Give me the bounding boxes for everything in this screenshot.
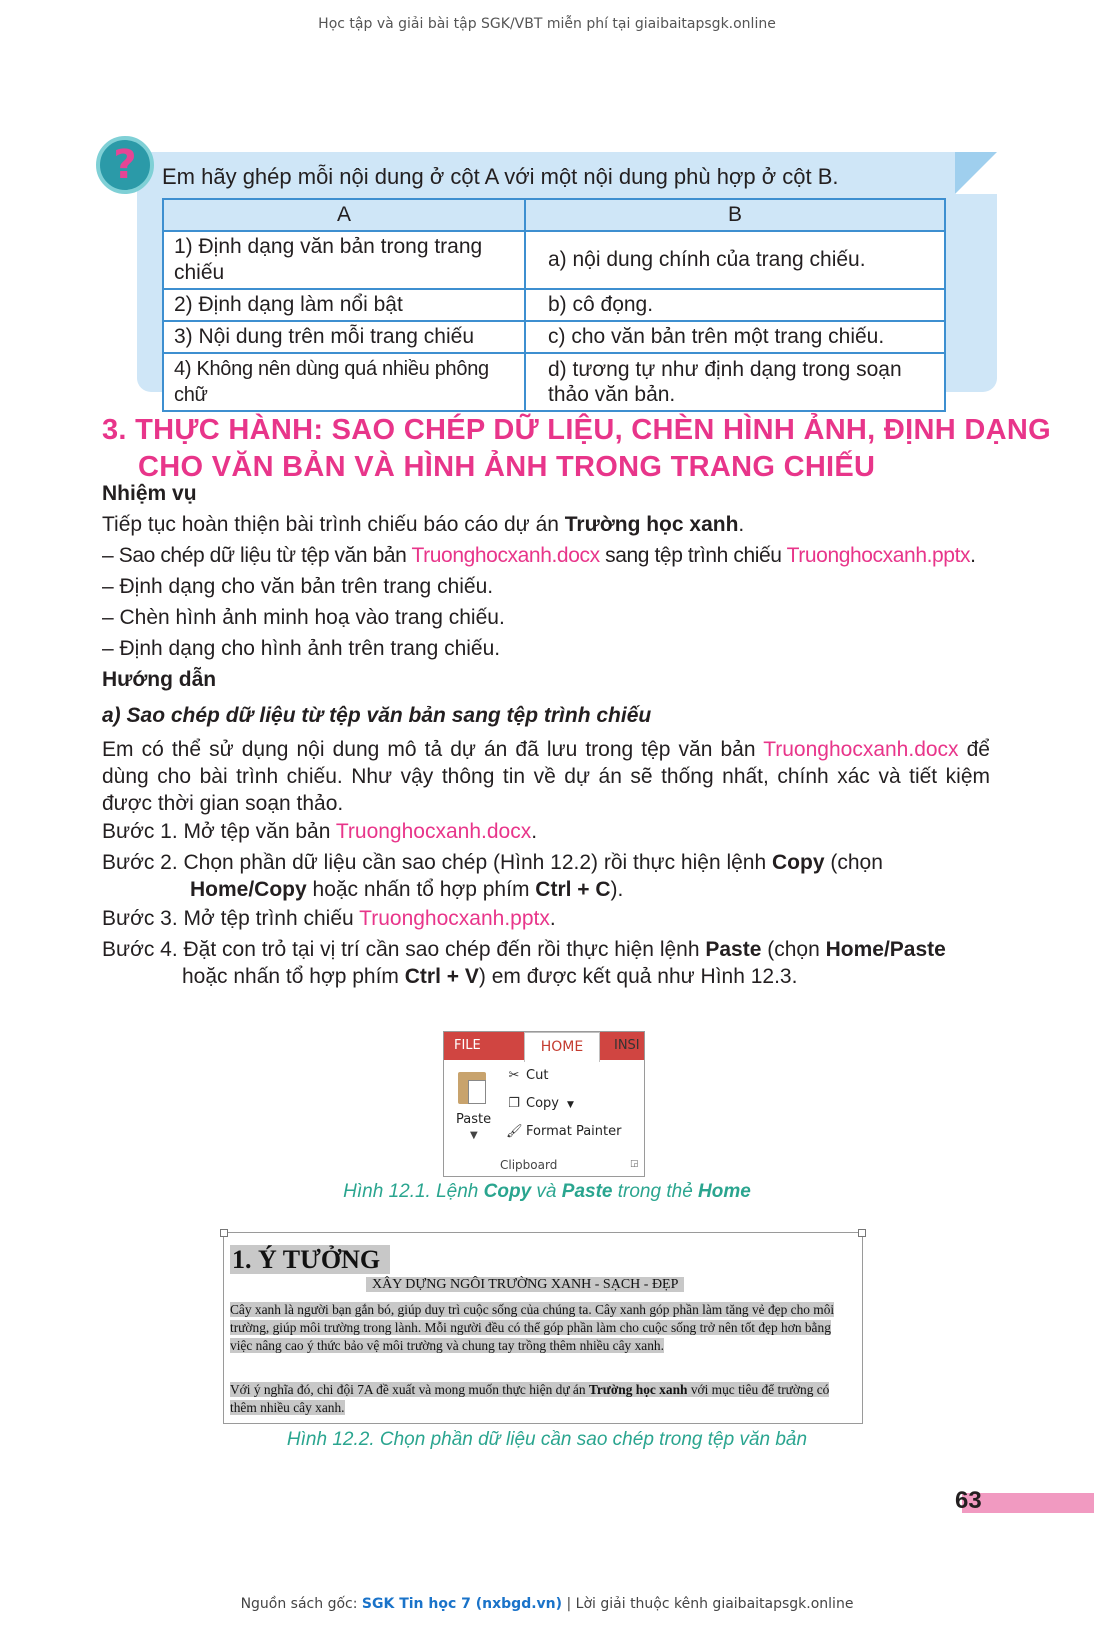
punct: . <box>531 820 538 843</box>
cell-b: d) tương tự như định dạng trong soạn thảo văn bản. <box>525 353 945 411</box>
caption-text: trong thẻ <box>612 1181 699 1202</box>
step-1 <box>102 818 990 845</box>
bullet-item: – Chèn hình ảnh minh hoạ vào trang chiếu. <box>102 606 505 629</box>
copy-button[interactable] <box>506 1096 574 1111</box>
doc-paragraph <box>230 1381 836 1417</box>
step-text: Bước 2. Chọn phần dữ liệu cần sao chép (Hình 12.2) rồi thực hiện lệnh <box>102 851 773 874</box>
question-prompt: Em hãy ghép mỗi nội dung ở cột A với một nội dung phù hợp ở cột B. <box>162 164 839 189</box>
paintbrush-icon: 🖌 <box>506 1124 523 1139</box>
table-row <box>163 353 945 411</box>
step-text: Bước 1. Mở tệp văn bản <box>102 820 336 843</box>
para-text: để dùng cho bài trình chiếu. Như vậy thông tin về dự án sẽ thống nhất, chính xác và tiết kiệm được thời gian soạn thảo. <box>102 738 990 815</box>
task-intro <box>102 511 990 538</box>
step-text: Bước 4. Đặt con trỏ tại vị trí cần sao chép đến rồi thực hiện lệnh <box>102 938 706 961</box>
cell-b: b) cô đọng. <box>525 289 945 321</box>
cut-label: Cut <box>526 1068 549 1083</box>
cell-a: 4) Không nên dùng quá nhiều phông chữ <box>163 353 525 411</box>
punct: . <box>970 544 976 567</box>
caption-paste: Paste <box>561 1181 613 1202</box>
docx-filename: Truonghocxanh.docx <box>763 738 959 761</box>
punct: . <box>738 513 745 536</box>
step-4 <box>102 936 990 990</box>
shortcut-ctrl-c: Ctrl + C <box>535 878 611 901</box>
paste-button[interactable]: Paste <box>456 1112 492 1127</box>
step-2 <box>102 849 990 903</box>
question-mark-icon: ? <box>96 136 154 194</box>
tab-insert[interactable]: INSI <box>614 1038 640 1053</box>
bullet-item: – Định dạng cho hình ảnh trên trang chiếu. <box>102 637 501 660</box>
copy-label: Copy <box>526 1096 559 1111</box>
scissors-icon: ✂ <box>508 1068 520 1083</box>
step-2-cont <box>102 876 990 903</box>
caption-copy: Copy <box>483 1181 532 1202</box>
bullet-text: sang tệp trình chiếu <box>599 544 787 567</box>
cell-b: c) cho văn bản trên một trang chiếu. <box>525 321 945 353</box>
project-name: Trường học xanh <box>564 513 739 536</box>
intro-paragraph <box>102 736 990 817</box>
section-heading <box>102 412 1051 486</box>
step-text: (chọn <box>824 851 883 874</box>
doc-project-name: Trường học xanh <box>588 1382 688 1397</box>
footer-book-link[interactable]: SGK Tin học 7 (nxbgd.vn) <box>361 1596 563 1612</box>
table-row <box>163 289 945 321</box>
home-copy-command: Home/Copy <box>190 878 307 901</box>
page-header: Học tập và giải bài tập SGK/VBT miễn phí tại giaibaitapsgk.online <box>318 16 776 32</box>
doc-heading-text: 1. Ý TƯỞNG <box>230 1245 390 1274</box>
column-b-header: B <box>525 199 945 231</box>
tab-file[interactable]: FILE <box>454 1038 481 1053</box>
doc-subheading <box>366 1277 684 1293</box>
step-4-cont <box>102 963 990 990</box>
tab-home[interactable]: HOME <box>524 1032 600 1062</box>
page-number-bar <box>962 1493 1094 1513</box>
copy-icon: ❐ <box>508 1096 520 1111</box>
punct: ). <box>610 878 624 901</box>
footer-text: | Lời giải thuộc kênh giaibaitapsgk.online <box>562 1596 854 1612</box>
caption-text: và <box>531 1181 562 1202</box>
bullet-item: – Định dạng cho văn bản trên trang chiếu. <box>102 575 494 598</box>
step-text: hoặc nhấn tổ hợp phím <box>182 965 405 988</box>
figure-caption-2: Hình 12.2. Chọn phần dữ liệu cần sao chép trong tệp văn bản <box>286 1429 808 1450</box>
matching-table <box>162 198 946 412</box>
cell-b: a) nội dung chính của trang chiếu. <box>525 231 945 289</box>
caption-text: Hình 12.1. Lệnh <box>343 1181 484 1202</box>
doc-heading <box>230 1245 390 1275</box>
section-heading-line2: CHO VĂN BẢN VÀ HÌNH ẢNH TRONG TRANG CHIẾU <box>138 451 876 483</box>
cut-button[interactable] <box>506 1068 548 1083</box>
punct: . <box>549 907 556 930</box>
resize-handle[interactable] <box>220 1229 228 1237</box>
doc-paragraph <box>230 1301 836 1355</box>
figure-caption-1 <box>200 1181 894 1203</box>
section-heading-line1: 3. THỰC HÀNH: SAO CHÉP DỮ LIỆU, CHÈN HÌNH ẢNH, ĐỊNH DẠNG <box>102 414 1051 446</box>
page-fold-corner <box>955 152 997 194</box>
chevron-down-icon[interactable]: ▼ <box>566 1100 574 1110</box>
step-text: (chọn <box>761 938 826 961</box>
docx-filename: Truonghocxanh.docx <box>335 820 532 843</box>
guide-heading: Hướng dẫn <box>102 668 217 691</box>
resize-handle[interactable] <box>858 1229 866 1237</box>
format-painter-label: Format Painter <box>526 1124 622 1139</box>
table-row <box>163 321 945 353</box>
doc-paragraph-text: với mục tiêu để trường có thêm nhiều cây xanh. <box>230 1382 830 1415</box>
step-text: ) em được kết quả như Hình 12.3. <box>478 965 798 988</box>
paste-command: Paste <box>705 938 762 961</box>
step-text: hoặc nhấn tổ hợp phím <box>306 878 536 901</box>
page-footer <box>0 1596 1094 1612</box>
shortcut-ctrl-v: Ctrl + V <box>404 965 479 988</box>
bullet-item <box>102 542 990 569</box>
copy-command: Copy <box>772 851 825 874</box>
home-paste-command: Home/Paste <box>825 938 946 961</box>
task-heading: Nhiệm vụ <box>102 482 197 505</box>
doc-paragraph-text: Cây xanh là người bạn gắn bó, giúp duy trì cuộc sống của chúng ta. Cây xanh góp phần làm tăng vẻ đẹp cho môi trường, giúp môi trường trong lành. Mỗi người đều có thể góp phần làm cho cuộc sống trở nên tốt đẹp hơn bằng việc nâng cao ý thức bảo vệ môi trường và chung tay trồng thêm nhiều cây xanh. <box>230 1302 835 1353</box>
column-a-header: A <box>163 199 525 231</box>
clipboard-group-label: Clipboard <box>500 1158 558 1172</box>
step-3 <box>102 905 990 932</box>
task-intro-text: Tiếp tục hoàn thiện bài trình chiếu báo cáo dự án <box>102 513 565 536</box>
cell-a: 3) Nội dung trên mỗi trang chiếu <box>163 321 525 353</box>
format-painter-button[interactable] <box>506 1124 621 1139</box>
table-row <box>163 231 945 289</box>
pptx-filename: Truonghocxanh.pptx <box>786 544 971 567</box>
dialog-launcher-icon[interactable]: ◲ <box>630 1159 639 1169</box>
caption-home: Home <box>698 1181 751 1202</box>
footer-text: Nguồn sách gốc: <box>240 1596 362 1612</box>
document-screenshot <box>223 1232 863 1424</box>
para-text: Em có thể sử dụng nội dung mô tả dự án đã lưu trong tệp văn bản <box>102 738 764 761</box>
step-text: Bước 3. Mở tệp trình chiếu <box>102 907 360 930</box>
doc-subheading-text: XÂY DỰNG NGÔI TRƯỜNG XANH - SẠCH - ĐẸP <box>366 1277 684 1292</box>
chevron-down-icon[interactable]: ▼ <box>470 1130 478 1141</box>
pptx-filename: Truonghocxanh.pptx <box>359 907 550 930</box>
doc-paragraph-text: Với ý nghĩa đó, chi đội 7A đề xuất và mong muốn thực hiện dự án <box>230 1382 589 1397</box>
clipboard-paste-icon[interactable] <box>458 1072 486 1104</box>
ribbon-screenshot <box>443 1031 645 1177</box>
page-number: 63 <box>955 1487 982 1514</box>
bullet-text: – Sao chép dữ liệu từ tệp văn bản <box>102 544 412 567</box>
cell-a: 2) Định dạng làm nổi bật <box>163 289 525 321</box>
subheading-a: a) Sao chép dữ liệu từ tệp văn bản sang tệp trình chiếu <box>102 704 652 727</box>
docx-filename: Truonghocxanh.docx <box>411 544 600 567</box>
cell-a: 1) Định dạng văn bản trong trang chiếu <box>163 231 525 289</box>
